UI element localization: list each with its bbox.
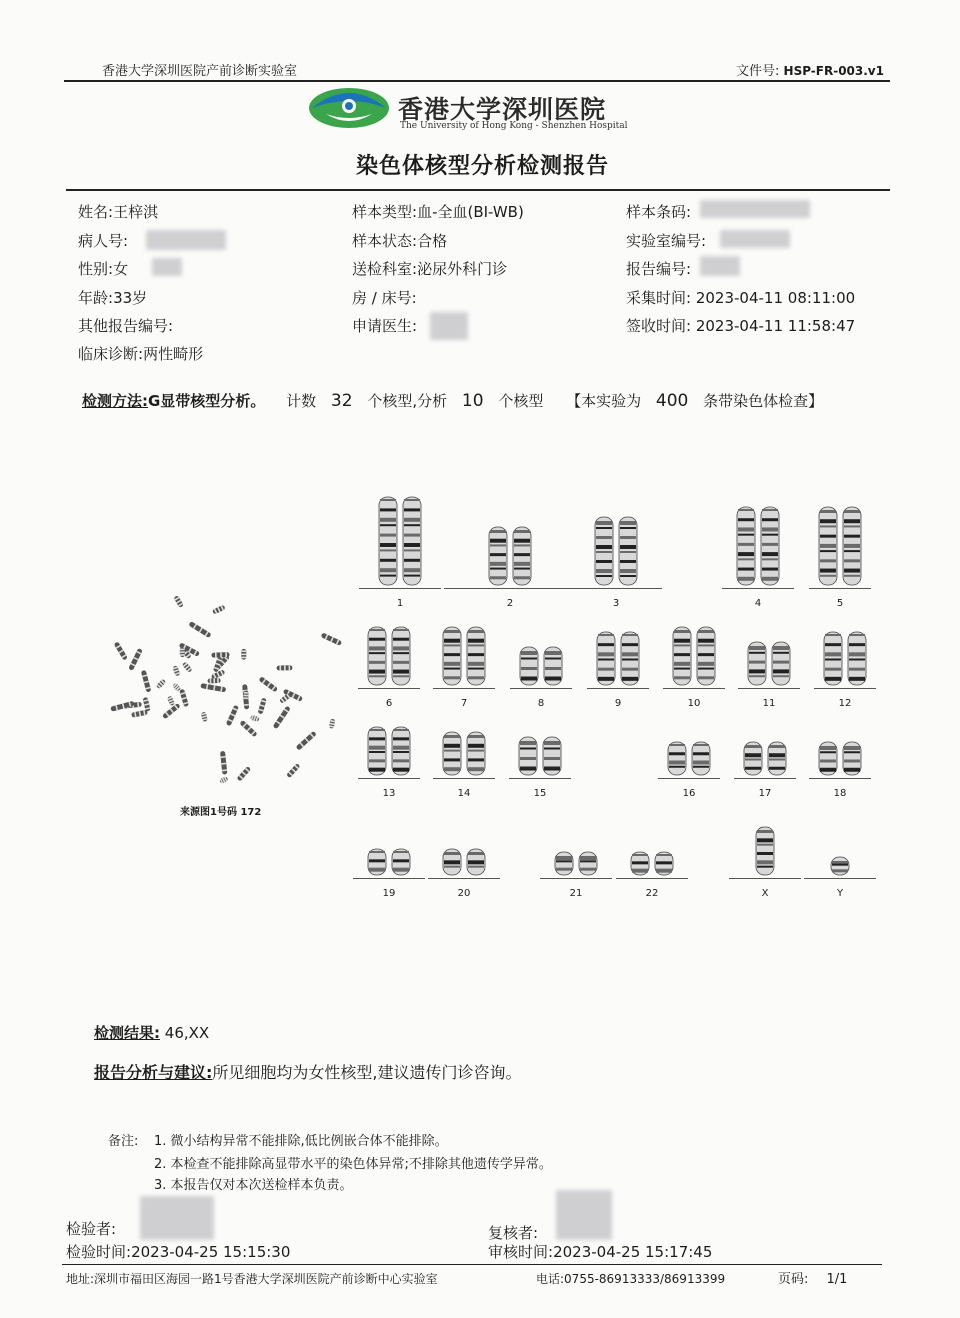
chromosome-pair-2 (450, 526, 570, 586)
karyogram-baseline (722, 588, 794, 589)
chromosome-label-11: 11 (762, 698, 776, 709)
other-report-number: 其他报告编号: (78, 317, 174, 335)
chromosome-label-22: 22 (645, 888, 659, 899)
chromosome-pair-11 (744, 641, 794, 686)
chromosome-pair-12 (820, 631, 870, 686)
chromosome-pair-6 (364, 626, 414, 686)
notes-label: 备注: (108, 1134, 139, 1149)
patient-name: 姓名:王梓淇 (78, 203, 159, 221)
metaphase-chromosome (110, 701, 134, 712)
karyogram-baseline (359, 588, 441, 589)
karyogram-baseline (804, 878, 876, 879)
metaphase-chromosome (141, 670, 152, 693)
metaphase-chromosome (236, 766, 251, 782)
file-number: 文件号: HSP-FR-003.v1 (736, 64, 884, 79)
karyogram-baseline (353, 878, 425, 879)
requesting-doctor-label: 申请医生: (352, 317, 418, 335)
metaphase-chromosome (167, 696, 175, 707)
metaphase-chromosome (182, 661, 193, 672)
metaphase-chromosome (212, 605, 226, 615)
metaphase-chromosome (156, 679, 167, 690)
metaphase-chromosome (243, 691, 249, 701)
metaphase-chromosome (172, 682, 181, 691)
lab-number-label: 实验室编号: (626, 232, 707, 250)
chromosome-label-2: 2 (506, 598, 514, 609)
department: 送检科室:泌尿外科门诊 (352, 260, 508, 278)
metaphase-chromosome (286, 763, 300, 778)
karyogram-baseline (729, 878, 801, 879)
redacted-barcode (700, 200, 810, 218)
note-item: 2. 本检查不能排除高显带水平的染色体异常;不排除其他遗传学异常。 (154, 1157, 552, 1172)
patient-sex: 性别:女 (78, 260, 129, 278)
clinical-diagnosis: 临床诊断:两性畸形 (78, 345, 204, 363)
metaphase-spread-image (96, 570, 356, 800)
sample-barcode-label: 样本条码: (626, 203, 692, 221)
patient-id-label: 病人号: (78, 232, 129, 250)
analysis-suggestion: 报告分析与建议:所见细胞均为女性核型,建议遗传门诊咨询。 (94, 1063, 522, 1082)
metaphase-chromosome (208, 678, 221, 683)
karyogram-baseline (663, 688, 725, 689)
metaphase-chromosome (250, 715, 260, 722)
reviewer-label: 复核者: (488, 1224, 539, 1242)
tester-label: 检验者: (66, 1220, 117, 1238)
metaphase-chromosome (143, 697, 151, 712)
chromosome-pair-21 (546, 851, 606, 876)
chromosome-pair-3 (576, 516, 656, 586)
karyogram-baseline (616, 878, 688, 879)
chromosome-pair-1 (365, 496, 435, 586)
karyogram-baseline (814, 688, 876, 689)
hospital-name-cn: 香港大学深圳医院 (398, 95, 607, 124)
hospital-logo-icon (306, 84, 392, 132)
chromosome-label-13: 13 (382, 788, 396, 799)
chromosome-pair-13 (364, 726, 414, 776)
metaphase-chromosome (321, 632, 343, 646)
receive-time: 签收时间: 2023-04-11 11:58:47 (626, 317, 856, 335)
chromosome-pair-20 (434, 848, 494, 876)
chromosome-label-7: 7 (460, 698, 468, 709)
report-title: 染色体核型分析检测报告 (356, 154, 610, 179)
footer-phone: 电话:0755-86913333/86913399 (536, 1272, 726, 1286)
chromosome-label-X: X (761, 888, 769, 899)
chromosome-pair-8 (516, 646, 566, 686)
report-number-label: 报告编号: (626, 260, 692, 278)
method-line: 检测方法:G显带核型分析。 计数 32 个核型,分析 10 个核型 【本实验为 400 条带染色体检查】 (82, 391, 824, 411)
chromosome-pair-5 (815, 506, 865, 586)
chromosome-label-Y: Y (836, 888, 844, 899)
karyogram-baseline (428, 878, 500, 879)
chromosome-label-5: 5 (836, 598, 844, 609)
chromosome-pair-10 (669, 626, 719, 686)
metaphase-chromosome (180, 647, 185, 657)
chromosome-label-8: 8 (537, 698, 545, 709)
metaphase-chromosome (131, 710, 148, 718)
chromosome-pair-16 (664, 741, 714, 776)
metaphase-chromosome (179, 689, 189, 707)
redacted-reviewer-signature (556, 1190, 612, 1240)
chromosome-pair-Y (810, 856, 870, 876)
chromosome-label-10: 10 (687, 698, 701, 709)
karyogram-baseline (433, 688, 495, 689)
chromosome-label-18: 18 (833, 788, 847, 799)
metaphase-chromosome (277, 665, 293, 670)
karyogram-baseline (738, 688, 800, 689)
chromosome-pair-9 (593, 631, 643, 686)
chromosome-label-15: 15 (533, 788, 547, 799)
metaphase-chromosome (241, 649, 246, 660)
chromosome-pair-18 (815, 741, 865, 776)
chromosome-label-3: 3 (612, 598, 620, 609)
footer-page: 页码: 1/1 (778, 1272, 848, 1287)
chromosome-label-6: 6 (385, 698, 393, 709)
metaphase-chromosome (273, 706, 291, 730)
metaphase-chromosome (211, 652, 229, 658)
metaphase-chromosome (173, 595, 184, 608)
metaphase-chromosome (200, 683, 226, 692)
chromosome-pair-X (735, 826, 795, 876)
metaphase-chromosome (258, 698, 267, 715)
metaphase-chromosome (114, 641, 128, 660)
karyogram-baseline (358, 688, 420, 689)
hospital-name-en: The University of Hong Kong - Shenzhen Hospital (400, 121, 628, 131)
karyogram-baseline (809, 778, 871, 779)
chromosome-pair-7 (439, 626, 489, 686)
redacted-report-number (700, 256, 740, 276)
chromosome-label-16: 16 (682, 788, 696, 799)
footer-address: 地址:深圳市福田区海园一路1号香港大学深圳医院产前诊断中心实验室 (66, 1272, 438, 1286)
redacted-lab-number (720, 230, 790, 248)
chromosome-label-21: 21 (569, 888, 583, 899)
redacted-patient-id (146, 230, 226, 250)
chromosome-pair-17 (740, 741, 790, 776)
metaphase-chromosome (226, 705, 239, 727)
karyogram-baseline (433, 778, 495, 779)
metaphase-chromosome (329, 719, 336, 729)
header-rule (64, 80, 890, 82)
chromosome-label-19: 19 (382, 888, 396, 899)
metaphase-chromosome (128, 648, 143, 671)
karyogram-baseline (540, 878, 612, 879)
test-time: 检验时间:2023-04-25 15:15:30 (66, 1243, 291, 1261)
metaphase-chromosome (258, 676, 278, 692)
chromosome-label-1: 1 (396, 598, 404, 609)
room-bed: 房 / 床号: (352, 289, 417, 307)
chromosome-pair-19 (359, 848, 419, 876)
note-item: 1. 微小结构异常不能排除,低比例嵌合体不能排除。 (154, 1134, 448, 1149)
sample-type: 样本类型:血-全血(BI-WB) (352, 203, 524, 221)
karyogram-baseline (510, 688, 572, 689)
metaphase-chromosome (220, 751, 227, 775)
karyogram-baseline (809, 588, 871, 589)
chromosome-label-12: 12 (838, 698, 852, 709)
metaphase-chromosome (201, 712, 208, 722)
collect-time: 采集时间: 2023-04-11 08:11:00 (626, 289, 856, 307)
metaphase-chromosome (219, 776, 228, 784)
sample-status: 样本状态:合格 (352, 232, 448, 250)
metaphase-chromosome (172, 665, 180, 676)
chromosome-pair-15 (515, 736, 565, 776)
chromosome-pair-14 (439, 731, 489, 776)
karyogram-baseline (509, 778, 571, 779)
chromosome-pair-4 (728, 506, 788, 586)
title-rule (66, 189, 890, 191)
metaphase-chromosome (239, 720, 257, 738)
redacted-sex-extra (152, 258, 182, 276)
karyogram-baseline (358, 778, 420, 779)
chromosome-label-4: 4 (754, 598, 762, 609)
metaphase-chromosome (188, 621, 211, 638)
karyogram-baseline (734, 778, 796, 779)
test-result: 检测结果: 46,XX (94, 1024, 210, 1042)
metaphase-chromosome (296, 731, 317, 751)
chromosome-label-20: 20 (457, 888, 471, 899)
redacted-doctor (430, 312, 468, 340)
review-time: 审核时间:2023-04-25 15:17:45 (488, 1243, 713, 1261)
lab-name: 香港大学深圳医院产前诊断实验室 (102, 64, 298, 79)
karyogram-baseline (444, 588, 576, 589)
patient-age: 年龄:33岁 (78, 289, 148, 307)
note-item: 3. 本报告仅对本次送检样本负责。 (154, 1178, 353, 1193)
chromosome-label-9: 9 (614, 698, 622, 709)
chromosome-label-17: 17 (758, 788, 772, 799)
chromosome-label-14: 14 (457, 788, 471, 799)
metaphase-caption: 来源图1号码 172 (180, 807, 262, 818)
redacted-tester-signature (140, 1196, 214, 1240)
chromosome-pair-22 (622, 851, 682, 876)
footer-rule (62, 1264, 882, 1265)
karyogram-baseline (587, 688, 649, 689)
karyogram-baseline (658, 778, 720, 779)
karyogram-baseline (570, 588, 662, 589)
